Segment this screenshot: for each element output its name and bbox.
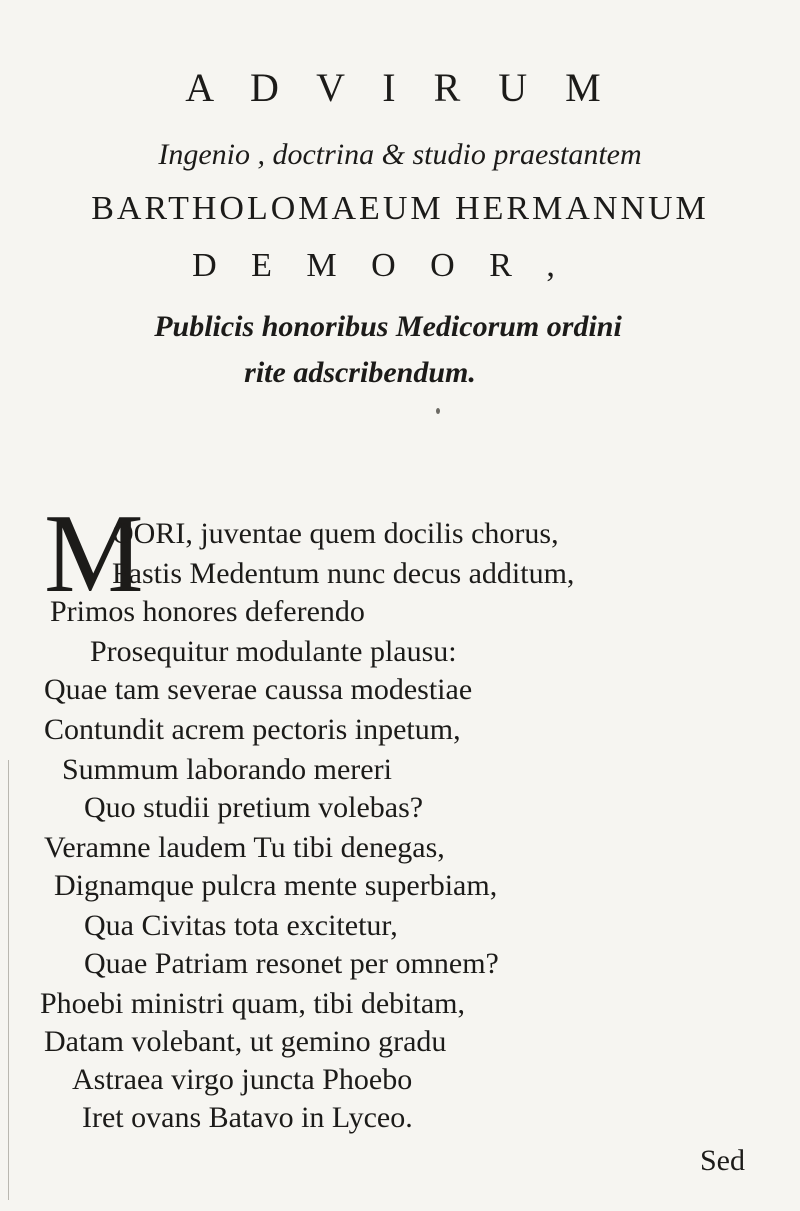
dedicatee-surname: D E M O O R ,	[192, 247, 568, 284]
poem-line: Quae Patriam resonet per omnem?	[84, 947, 499, 980]
poem-line: Dignamque pulcra mente superbiam,	[54, 869, 498, 902]
poem-line: Quo studii pretium volebas?	[84, 791, 424, 824]
poem-line: Iret ovans Batavo in Lyceo.	[82, 1101, 413, 1134]
poem-line: Contundit acrem pectoris inpetum,	[44, 713, 461, 746]
dedicatee-name: BARTHOLOMAEUM HERMANNUM	[91, 190, 709, 227]
dedication-subtitle: Ingenio , doctrina & studio praestantem	[158, 138, 642, 171]
poem-line: OORI, juventae quem docilis chorus,	[112, 517, 559, 550]
dedication-heading: A D V I R U M	[185, 65, 615, 110]
poem-line: Primos honores deferendo	[50, 595, 365, 628]
dedication-occasion-line-1: Publicis honoribus Medicorum ordini	[154, 310, 622, 343]
poem-line: Fastis Medentum nunc decus additum,	[112, 557, 575, 590]
poem-line: Summum laborando mereri	[62, 753, 392, 786]
poem-line: Quae tam severae caussa modestiae	[44, 673, 473, 706]
dedication-occasion-line-2: rite adscribendum.	[244, 356, 476, 389]
poem-line: Veramne laudem Tu tibi denegas,	[44, 831, 445, 864]
poem-line: Datam volebant, ut gemino gradu	[44, 1025, 447, 1058]
poem-line: Phoebi ministri quam, tibi debitam,	[40, 987, 465, 1020]
poem-line: Prosequitur modulante plausu:	[90, 635, 457, 668]
ink-speck	[436, 408, 440, 414]
page-gutter-line	[8, 760, 9, 1200]
poem-line: Astraea virgo juncta Phoebo	[72, 1063, 413, 1096]
drop-capital: M	[44, 492, 144, 616]
poem-line: Qua Civitas tota excitetur,	[84, 909, 398, 942]
catchword: Sed	[700, 1144, 745, 1177]
